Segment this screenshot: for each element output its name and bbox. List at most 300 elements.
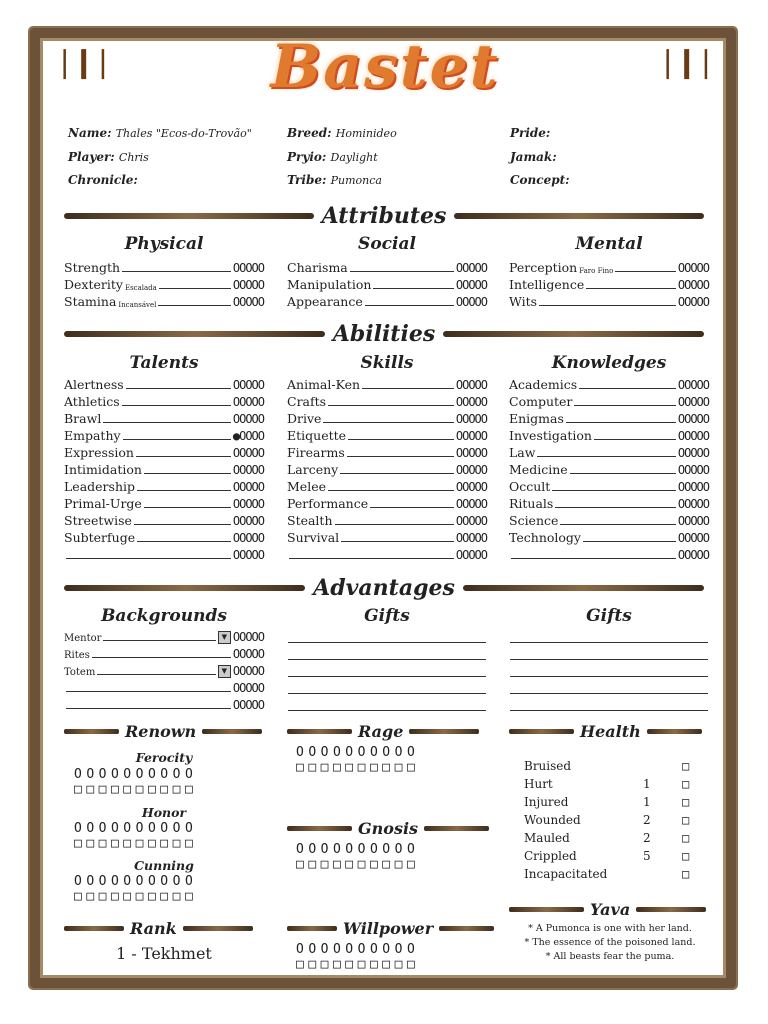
abilities-section-header (64, 320, 704, 348)
dot-rating[interactable]: OOOOO (677, 429, 709, 443)
dot-rating[interactable]: OOOOO (455, 429, 487, 443)
jamak-label: Jamak: (510, 150, 557, 164)
rank-section-header (64, 917, 253, 939)
gnosis-title: Gnosis (358, 818, 419, 838)
underline (347, 456, 454, 457)
underline (586, 288, 676, 289)
tribe-label: Tribe: (287, 173, 327, 187)
divider (509, 907, 584, 912)
dot-rating[interactable]: OOOOO (677, 497, 709, 511)
player-field[interactable] (68, 150, 149, 164)
breed-field[interactable] (287, 126, 397, 140)
trait-name: Alertness (64, 377, 124, 392)
pryio-label: Pryio: (287, 150, 327, 164)
background-row[interactable] (64, 661, 264, 678)
divider (636, 907, 706, 912)
underline (365, 305, 454, 306)
yava-section-header (509, 898, 706, 920)
trait-row[interactable] (287, 511, 487, 528)
underline (97, 674, 216, 675)
trait-name: Enigmas (509, 411, 564, 426)
trait-row[interactable] (509, 275, 709, 292)
dot-rating[interactable]: OOOOO (232, 664, 264, 678)
trait-row[interactable] (287, 392, 487, 409)
advantages-title: Advantages (313, 575, 455, 601)
trait-row[interactable] (287, 460, 487, 477)
trait-row[interactable] (287, 409, 487, 426)
trait-name: Crafts (287, 394, 327, 409)
underline (66, 708, 231, 709)
health-level-name: Hurt (524, 777, 553, 791)
trait-name: Etiquette (287, 428, 347, 443)
divider (647, 729, 702, 734)
divider (64, 331, 325, 337)
trait-name: Streetwise (64, 513, 132, 528)
trait-row[interactable] (287, 443, 487, 460)
trait-name: Larceny (287, 462, 339, 477)
trait-row[interactable] (509, 409, 709, 426)
underline (136, 456, 231, 457)
dot-rating[interactable]: OOOOO (232, 412, 264, 426)
dropdown-arrow-icon[interactable]: ▼ (218, 665, 231, 678)
trait-name: Survival (287, 530, 340, 545)
gift-entry-line[interactable] (510, 710, 708, 711)
background-row[interactable] (64, 678, 264, 695)
dot-rating[interactable]: OOOOO (232, 698, 264, 712)
dot-rating[interactable]: OOOOO (677, 480, 709, 494)
trait-name: Appearance (287, 294, 363, 309)
gift-entry-line[interactable] (288, 693, 486, 694)
dot-rating[interactable]: OOOOO (232, 395, 264, 409)
renown-section-header (64, 720, 262, 742)
trait-row[interactable] (64, 409, 264, 426)
skills-heading: Skills (360, 353, 414, 373)
paw-claw-right-icon: ❘❙❘ (655, 45, 713, 80)
pryio-value: Daylight (330, 151, 378, 164)
yava-line: * The essence of the poisoned land. (524, 937, 696, 948)
health-level-name: Incapacitated (524, 867, 608, 881)
gnosis-section-header (287, 817, 489, 839)
concept-label: Concept: (510, 173, 570, 187)
gift-entry-line[interactable] (288, 710, 486, 711)
trait-row[interactable] (287, 528, 487, 545)
social-heading: Social (358, 234, 416, 254)
trait-row[interactable] (287, 375, 487, 392)
cunning-track[interactable]: OOOOOOOOOO □□□□□□□□□□ (74, 874, 198, 904)
underline (579, 388, 676, 389)
divider (64, 729, 119, 734)
talents-heading: Talents (129, 353, 199, 373)
trait-name: Stamina (64, 294, 117, 309)
dot-rating[interactable]: OOOOO (677, 261, 709, 275)
trait-row[interactable] (64, 528, 264, 545)
trait-name: Performance (287, 496, 369, 511)
breed-label: Breed: (287, 126, 332, 140)
trait-name: Perception (509, 260, 578, 275)
underline (158, 305, 230, 306)
health-checkbox[interactable]: □ (682, 795, 690, 809)
dot-rating[interactable]: OOOOO (232, 463, 264, 477)
willpower-title: Willpower (343, 918, 434, 938)
health-penalty: 1 (643, 795, 651, 809)
trait-row[interactable] (287, 426, 487, 443)
rank-title: Rank (130, 918, 177, 938)
trait-name: Science (509, 513, 559, 528)
trait-row[interactable] (64, 392, 264, 409)
trait-row[interactable] (64, 275, 264, 292)
trait-name: Occult (509, 479, 551, 494)
name-label: Name: (68, 126, 112, 140)
player-label: Player: (68, 150, 115, 164)
dot-rating[interactable]: OOOOO (455, 278, 487, 292)
dot-rating[interactable]: OOOOO (232, 497, 264, 511)
underline (122, 405, 231, 406)
dot-rating[interactable]: OOOOO (677, 378, 709, 392)
trait-name: Primal-Urge (64, 496, 142, 511)
divider (287, 826, 352, 831)
trait-row[interactable] (509, 545, 709, 562)
background-name: Totem (64, 667, 96, 678)
dot-rating[interactable]: OOOOO (455, 446, 487, 460)
trait-name: Manipulation (287, 277, 372, 292)
underline (350, 271, 454, 272)
dot-rating[interactable]: OOOOO (455, 497, 487, 511)
name-value: Thales "Ecos-do-Trovão" (115, 127, 252, 140)
gifts-heading-2: Gifts (586, 606, 632, 626)
advantages-section-header (64, 574, 704, 602)
dot-rating[interactable]: OOOOO (455, 378, 487, 392)
willpower-section-header (287, 917, 494, 939)
health-level-name: Mauled (524, 831, 570, 845)
trait-name: Intelligence (509, 277, 585, 292)
underline (122, 271, 231, 272)
honor-label: Honor (141, 805, 187, 820)
health-penalty: 5 (643, 849, 651, 863)
divider (183, 926, 253, 931)
divider (409, 729, 479, 734)
yava-list (510, 922, 710, 964)
trait-name: Dexterity (64, 277, 123, 292)
breed-value: Hominideo (335, 127, 397, 140)
rage-title: Rage (358, 721, 404, 741)
knowledges-heading: Knowledges (551, 353, 667, 373)
trait-row[interactable] (64, 460, 264, 477)
trait-name: Technology (509, 530, 581, 545)
dot-rating[interactable]: OOOOO (232, 630, 264, 644)
dot-rating[interactable]: OOOOO (677, 514, 709, 528)
health-section-header (509, 720, 702, 742)
underline (560, 524, 675, 525)
jamak-field[interactable] (510, 150, 557, 164)
gift-entry-line[interactable] (510, 659, 708, 660)
yava-title: Yava (590, 899, 631, 919)
dot-rating[interactable]: OOOOO (455, 295, 487, 309)
trait-row[interactable] (64, 426, 264, 443)
dot-rating[interactable]: OOOOO (232, 295, 264, 309)
underline (594, 439, 676, 440)
trait-specialty: Faro Fino (579, 267, 614, 275)
trait-row[interactable] (287, 275, 487, 292)
dot-rating[interactable]: OOOOO (232, 647, 264, 661)
trait-name: Leadership (64, 479, 135, 494)
dot-rating[interactable]: OOOOO (232, 514, 264, 528)
dot-rating[interactable]: OOOOO (455, 463, 487, 477)
divider (424, 826, 489, 831)
dot-rating[interactable]: OOOOO (677, 463, 709, 477)
gift-entry-line[interactable] (510, 676, 708, 677)
trait-name: Brawl (64, 411, 102, 426)
trait-name: Melee (287, 479, 326, 494)
gift-entry-line[interactable] (510, 693, 708, 694)
gift-entry-line[interactable] (288, 642, 486, 643)
trait-row[interactable] (509, 426, 709, 443)
divider (287, 926, 337, 931)
name-field[interactable] (68, 126, 252, 140)
underline (574, 405, 675, 406)
trait-row[interactable] (64, 494, 264, 511)
trait-row[interactable] (287, 258, 487, 275)
underline (373, 288, 453, 289)
divider (202, 729, 262, 734)
trait-row[interactable] (287, 494, 487, 511)
chronicle-field[interactable] (68, 173, 138, 187)
dot-rating[interactable]: OOOOO (455, 531, 487, 545)
trait-row[interactable] (509, 477, 709, 494)
dot-rating[interactable]: OOOOO (232, 378, 264, 392)
underline (103, 640, 215, 641)
health-penalty: 1 (643, 777, 651, 791)
underline (137, 541, 231, 542)
page-title: Bastet (270, 32, 500, 102)
underline (289, 558, 454, 559)
health-level-name: Crippled (524, 849, 577, 863)
health-checkbox[interactable]: □ (682, 867, 690, 881)
ferocity-label: Ferocity (135, 750, 193, 765)
underline (66, 691, 231, 692)
trait-row[interactable] (64, 477, 264, 494)
mental-heading: Mental (575, 234, 643, 254)
gift-entry-line[interactable] (288, 659, 486, 660)
trait-row[interactable] (64, 375, 264, 392)
physical-heading: Physical (124, 234, 204, 254)
trait-row[interactable] (509, 528, 709, 545)
gift-entry-line[interactable] (288, 676, 486, 677)
trait-name: Medicine (509, 462, 568, 477)
dot-rating[interactable]: OOOOO (232, 446, 264, 460)
dot-rating[interactable]: OOOOO (455, 412, 487, 426)
rage-section-header (287, 720, 479, 742)
player-value: Chris (118, 151, 149, 164)
health-level-name: Bruised (524, 759, 572, 773)
health-title: Health (580, 721, 641, 741)
pryio-field[interactable] (287, 150, 378, 164)
trait-row[interactable] (509, 460, 709, 477)
paw-claw-left-icon: ❘❙❘ (52, 45, 110, 80)
trait-name: Academics (509, 377, 578, 392)
gifts-heading-1: Gifts (364, 606, 410, 626)
dot-rating[interactable]: OOOOO (677, 548, 709, 562)
trait-name: Empathy (64, 428, 121, 443)
abilities-title: Abilities (332, 321, 436, 347)
dot-rating[interactable]: OOOOO (232, 681, 264, 695)
background-row[interactable] (64, 644, 264, 661)
health-checkbox[interactable]: □ (682, 813, 690, 827)
trait-row[interactable] (509, 494, 709, 511)
tribe-field[interactable] (287, 173, 382, 187)
trait-specialty: Escalada (124, 284, 157, 292)
dot-rating[interactable]: OOOOO (677, 446, 709, 460)
underline (511, 558, 676, 559)
underline (144, 473, 231, 474)
yava-line: * All beasts fear the puma. (545, 951, 675, 962)
divider (454, 213, 704, 219)
dot-rating[interactable]: OOOOO (677, 395, 709, 409)
health-checkbox[interactable]: □ (682, 831, 690, 845)
dot-rating[interactable]: OOOOO (455, 548, 487, 562)
concept-field[interactable] (510, 173, 570, 187)
trait-name: Rituals (509, 496, 554, 511)
underline (323, 422, 453, 423)
underline (134, 524, 231, 525)
pride-field[interactable] (510, 126, 550, 140)
health-checkbox[interactable]: □ (682, 777, 690, 791)
dot-rating[interactable]: OOOOO (677, 531, 709, 545)
dot-rating[interactable]: OOOOO (232, 278, 264, 292)
underline (552, 490, 676, 491)
underline (123, 439, 231, 440)
dot-rating[interactable]: OOOOO (455, 480, 487, 494)
dot-rating[interactable]: OOOOO (677, 295, 709, 309)
trait-row[interactable] (509, 443, 709, 460)
trait-row[interactable] (509, 258, 709, 275)
trait-name: Law (509, 445, 536, 460)
background-row[interactable] (64, 695, 264, 712)
dot-rating[interactable]: OOOOO (677, 278, 709, 292)
rage-track[interactable]: OOOOOOOOOO □□□□□□□□□□ (296, 745, 420, 775)
underline (335, 524, 454, 525)
underline (555, 507, 676, 508)
trait-row[interactable] (64, 292, 264, 309)
gift-entry-line[interactable] (510, 642, 708, 643)
underline (348, 439, 454, 440)
ferocity-track[interactable]: OOOOOOOOOO □□□□□□□□□□ (74, 767, 198, 797)
underline (615, 271, 675, 272)
dropdown-arrow-icon[interactable]: ▼ (218, 631, 231, 644)
underline (328, 405, 454, 406)
trait-name: Firearms (287, 445, 345, 460)
attributes-title: Attributes (321, 203, 447, 229)
trait-row[interactable] (64, 258, 264, 275)
underline (159, 288, 231, 289)
trait-row[interactable] (509, 392, 709, 409)
dot-rating[interactable]: ●OOOO (232, 429, 264, 443)
underline (570, 473, 676, 474)
trait-name: Computer (509, 394, 573, 409)
underline (370, 507, 454, 508)
rank-value: 1 - Tekhmet (116, 944, 212, 963)
divider (287, 729, 352, 734)
pride-label: Pride: (510, 126, 551, 140)
trait-name: Expression (64, 445, 134, 460)
trait-row[interactable] (64, 545, 264, 562)
gnosis-track[interactable]: OOOOOOOOOO □□□□□□□□□□ (296, 842, 420, 872)
chronicle-label: Chronicle: (68, 173, 138, 187)
trait-row[interactable] (509, 375, 709, 392)
underline (362, 388, 454, 389)
health-level-name: Injured (524, 795, 569, 809)
dot-rating[interactable]: OOOOO (455, 261, 487, 275)
trait-name: Intimidation (64, 462, 142, 477)
dot-rating[interactable]: OOOOO (232, 480, 264, 494)
trait-name: Strength (64, 260, 121, 275)
background-name: Mentor (64, 633, 102, 644)
honor-track[interactable]: OOOOOOOOOO □□□□□□□□□□ (74, 821, 198, 851)
underline (537, 456, 675, 457)
trait-name: Wits (509, 294, 538, 309)
health-checkbox[interactable]: □ (682, 849, 690, 863)
health-checkbox[interactable]: □ (682, 759, 690, 773)
dot-rating[interactable]: OOOOO (677, 412, 709, 426)
underline (341, 541, 454, 542)
dot-rating[interactable]: OOOOO (232, 548, 264, 562)
health-penalty: 2 (643, 831, 651, 845)
dot-rating[interactable]: OOOOO (455, 395, 487, 409)
underline (126, 388, 231, 389)
dot-rating[interactable]: OOOOO (232, 531, 264, 545)
trait-row[interactable] (509, 292, 709, 309)
underline (566, 422, 676, 423)
background-row[interactable] (64, 627, 264, 644)
underline (92, 657, 231, 658)
divider (64, 213, 314, 219)
underline (328, 490, 454, 491)
willpower-track[interactable]: OOOOOOOOOO □□□□□□□□□□ (296, 942, 420, 972)
trait-row[interactable] (287, 545, 487, 562)
divider (64, 585, 305, 591)
trait-row[interactable] (509, 511, 709, 528)
background-name: Rites (64, 650, 90, 661)
divider (64, 926, 124, 931)
underline (340, 473, 454, 474)
dot-rating[interactable]: OOOOO (455, 514, 487, 528)
trait-name: Drive (287, 411, 322, 426)
trait-row[interactable] (287, 477, 487, 494)
yava-line: * A Pumonca is one with her land. (528, 923, 692, 934)
underline (144, 507, 231, 508)
health-penalty: 2 (643, 813, 651, 827)
underline (137, 490, 231, 491)
attributes-section-header (64, 202, 704, 230)
trait-row[interactable] (287, 292, 487, 309)
underline (66, 558, 231, 559)
underline (103, 422, 231, 423)
tribe-value: Pumonca (330, 174, 382, 187)
divider (463, 585, 704, 591)
divider (509, 729, 574, 734)
divider (439, 926, 494, 931)
trait-row[interactable] (64, 511, 264, 528)
underline (583, 541, 676, 542)
trait-name: Charisma (287, 260, 348, 275)
trait-name: Animal-Ken (287, 377, 361, 392)
trait-name: Stealth (287, 513, 333, 528)
trait-row[interactable] (64, 443, 264, 460)
trait-specialty: Incansável (118, 301, 157, 309)
dot-rating[interactable]: OOOOO (232, 261, 264, 275)
trait-name: Athletics (64, 394, 120, 409)
backgrounds-heading: Backgrounds (101, 606, 227, 626)
renown-title: Renown (125, 721, 197, 741)
